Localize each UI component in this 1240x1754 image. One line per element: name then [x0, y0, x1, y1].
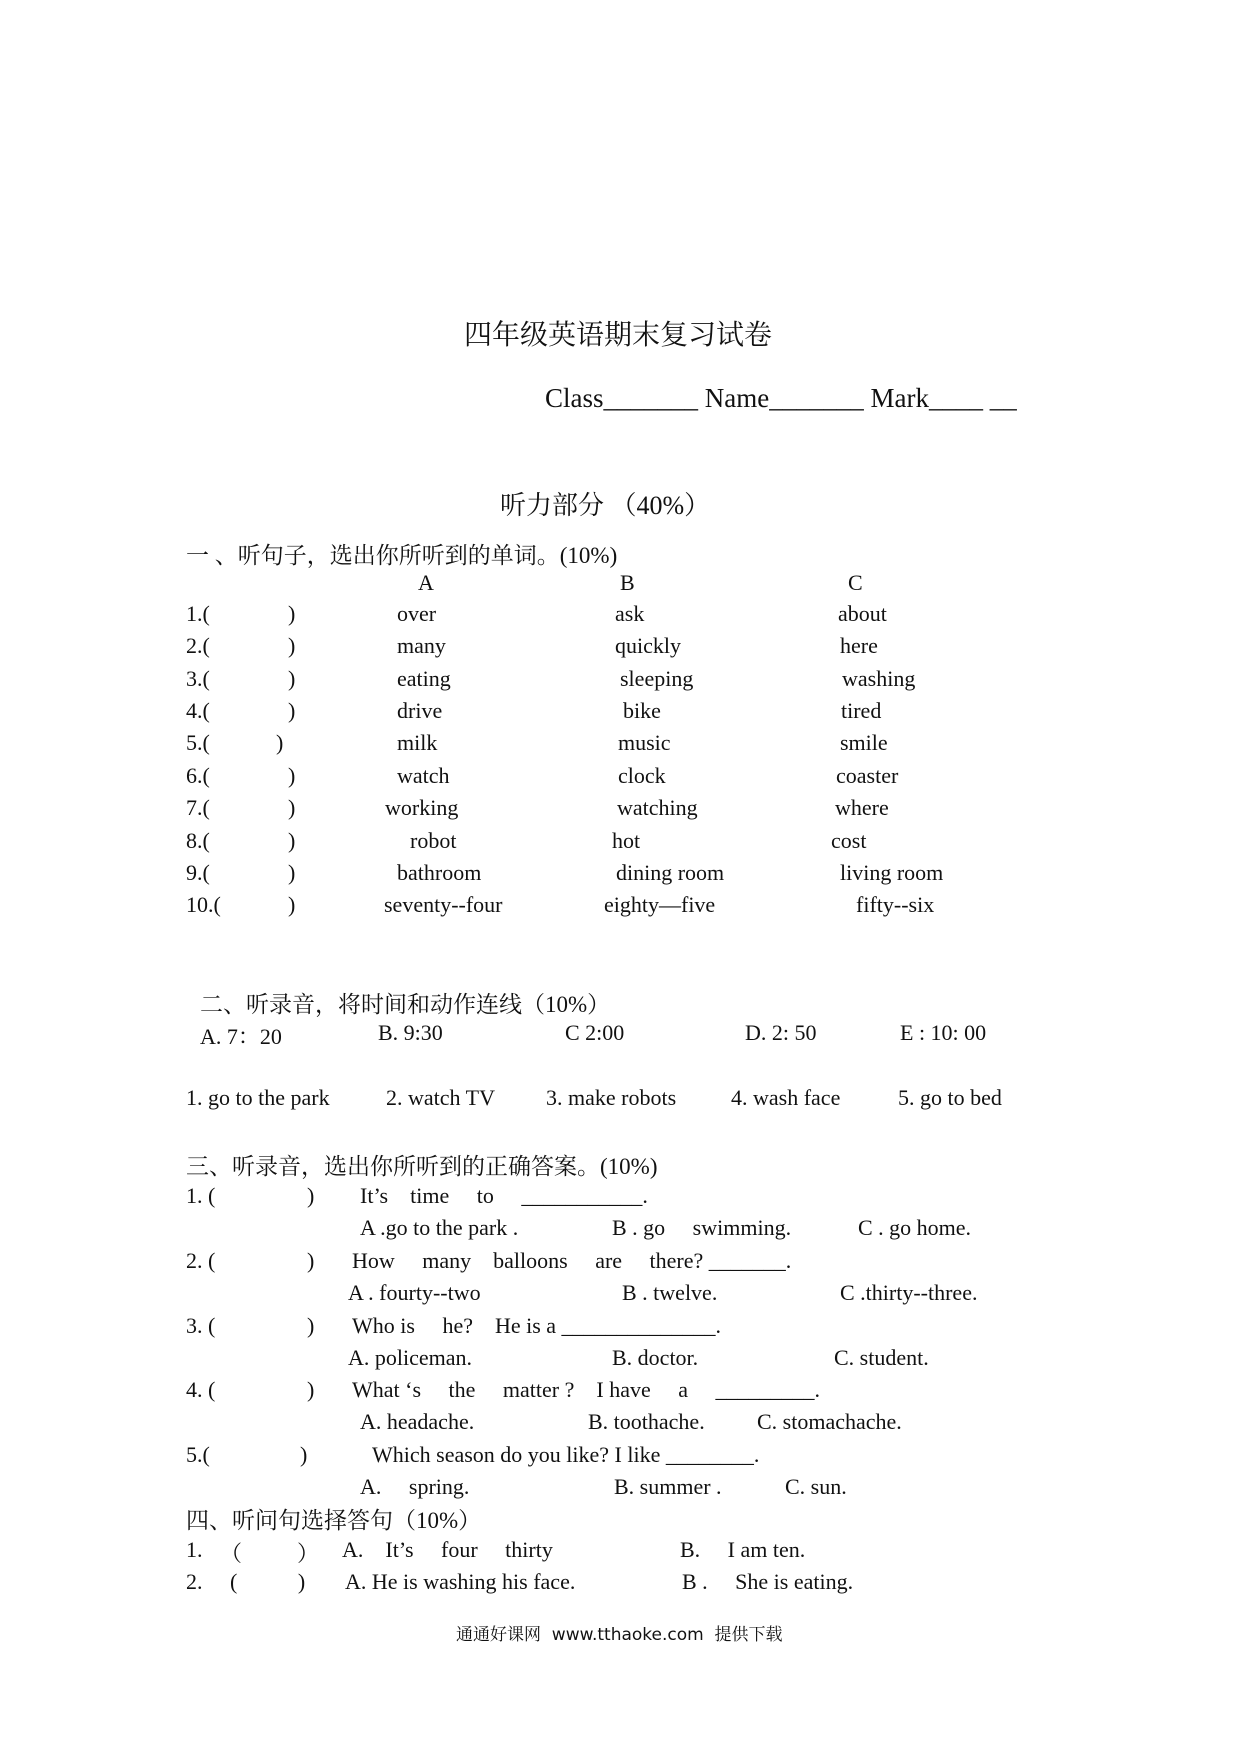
option-a: A. He is washing his face.: [345, 1569, 576, 1594]
option-a: watch: [397, 763, 450, 788]
option-c: fifty--six: [856, 892, 935, 917]
list-item: [0, 795, 1240, 825]
option-c: C. sun.: [785, 1474, 847, 1499]
page-title: 四年级英语期末复习试卷: [464, 320, 773, 351]
option-a: bathroom: [397, 860, 482, 885]
section4-heading: 四、听问句选择答句（10%）: [186, 1508, 482, 1533]
time-option-a: A. 7：20: [200, 1024, 282, 1049]
answer-paren-close: ): [288, 763, 296, 788]
option-a: seventy--four: [384, 892, 503, 917]
question-text: What ‘s the matter ? I have a _________.: [352, 1377, 820, 1402]
option-a: A .go to the park .: [360, 1215, 519, 1240]
option-b: eighty—five: [604, 892, 716, 917]
answer-paren-close: ): [288, 860, 296, 885]
list-item: [0, 1183, 1240, 1247]
answer-paren-close: ): [288, 666, 296, 691]
item-number: 3.(: [186, 666, 210, 691]
option-b: B . twelve.: [622, 1280, 718, 1305]
action-option-1: 1. go to the park: [186, 1085, 330, 1110]
option-a: A. spring.: [360, 1474, 470, 1499]
option-b: bike: [623, 698, 661, 723]
time-option-e: E : 10: 00: [900, 1020, 987, 1045]
item-number: 1.(: [186, 601, 210, 626]
option-c: cost: [831, 828, 867, 853]
answer-paren-close: ): [307, 1313, 315, 1338]
list-item: [0, 1537, 1240, 1567]
item-number: 9.(: [186, 860, 210, 885]
column-header-c: C: [848, 570, 863, 595]
option-a: milk: [397, 730, 438, 755]
section2-heading: 二、听录音，将时间和动作连线（10%）: [200, 992, 611, 1017]
answer-paren-close: ): [307, 1377, 315, 1402]
option-b: B . go swimming.: [612, 1215, 792, 1240]
question-text: How many balloons are there? _______.: [352, 1248, 792, 1273]
answer-paren: （ ）: [220, 1541, 320, 1566]
list-item: [0, 666, 1240, 696]
option-b: B. summer .: [614, 1474, 722, 1499]
option-c: washing: [842, 666, 916, 691]
time-option-c: C 2:00: [565, 1020, 625, 1045]
answer-paren-close: ): [288, 601, 296, 626]
list-item: [0, 1313, 1240, 1377]
list-item: [0, 1569, 1240, 1599]
action-option-4: 4. wash face: [731, 1085, 841, 1110]
answer-paren-close: ): [300, 1442, 308, 1467]
item-number: 5.(: [186, 730, 210, 755]
list-item: [0, 763, 1240, 793]
option-a: over: [397, 601, 437, 626]
action-option-2: 2. watch TV: [386, 1085, 495, 1110]
option-a: drive: [397, 698, 443, 723]
option-b: quickly: [615, 633, 681, 658]
option-a: A. It’s four thirty: [342, 1537, 553, 1562]
answer-paren-close: ): [288, 828, 296, 853]
item-number: 3. (: [186, 1313, 216, 1338]
list-item: [0, 1377, 1240, 1441]
item-number: 5.(: [186, 1442, 210, 1467]
option-c: C. stomachache.: [757, 1409, 902, 1434]
option-b: B. I am ten.: [680, 1537, 806, 1562]
item-number: 1.: [186, 1537, 203, 1562]
item-number: 1. (: [186, 1183, 216, 1208]
item-number: 4. (: [186, 1377, 216, 1402]
option-b: sleeping: [620, 666, 694, 691]
option-c: here: [840, 633, 878, 658]
option-b: hot: [612, 828, 641, 853]
item-number: 4.(: [186, 698, 210, 723]
question-text: Who is he? He is a ______________.: [352, 1313, 722, 1338]
item-number: 2.(: [186, 633, 210, 658]
option-b: B . She is eating.: [682, 1569, 854, 1594]
option-c: C .thirty--three.: [840, 1280, 978, 1305]
list-item: [0, 730, 1240, 760]
option-c: where: [835, 795, 889, 820]
option-a: A. policeman.: [348, 1345, 473, 1370]
list-item: [0, 1442, 1240, 1506]
option-a: robot: [410, 828, 457, 853]
item-number: 8.(: [186, 828, 210, 853]
answer-paren-close: ): [288, 633, 296, 658]
list-item: [0, 1248, 1240, 1312]
action-option-5: 5. go to bed: [898, 1085, 1002, 1110]
answer-paren-close: ): [276, 730, 284, 755]
list-item: [0, 892, 1240, 922]
option-c: coaster: [836, 763, 899, 788]
list-item: [0, 828, 1240, 858]
item-number: 2. (: [186, 1248, 216, 1273]
option-b: watching: [617, 795, 698, 820]
answer-paren-close: ): [288, 795, 296, 820]
column-header-b: B: [620, 570, 635, 595]
item-number: 6.(: [186, 763, 210, 788]
option-b: B. doctor.: [612, 1345, 699, 1370]
option-b: dining room: [616, 860, 725, 885]
answer-paren-close: ): [307, 1248, 315, 1273]
option-a: working: [385, 795, 459, 820]
section1-heading: 一 、听句子，选出你所听到的单词。(10%): [186, 543, 618, 568]
option-b: music: [618, 730, 671, 755]
option-a: A. headache.: [360, 1409, 475, 1434]
option-c: smile: [840, 730, 888, 755]
option-c: living room: [840, 860, 944, 885]
question-text: Which season do you like? I like ________.: [372, 1442, 760, 1467]
option-b: ask: [615, 601, 645, 626]
action-option-3: 3. make robots: [546, 1085, 677, 1110]
answer-paren-close: ): [307, 1183, 315, 1208]
option-b: B. toothache.: [588, 1409, 705, 1434]
part-title: 听力部分 （40%）: [500, 491, 711, 520]
option-c: C. student.: [834, 1345, 929, 1370]
item-number: 10.(: [186, 892, 221, 917]
question-text: It’s time to ___________.: [360, 1183, 648, 1208]
option-c: C . go home.: [858, 1215, 972, 1240]
option-a: eating: [397, 666, 451, 691]
option-c: tired: [841, 698, 882, 723]
option-b: clock: [618, 763, 666, 788]
item-number: 2.: [186, 1569, 203, 1594]
list-item: [0, 601, 1240, 631]
time-option-b: B. 9:30: [378, 1020, 443, 1045]
list-item: [0, 860, 1240, 890]
column-header-a: A: [418, 570, 434, 595]
time-option-d: D. 2: 50: [745, 1020, 817, 1045]
item-number: 7.(: [186, 795, 210, 820]
answer-paren-close: ): [288, 698, 296, 723]
answer-paren-close: ): [288, 892, 296, 917]
option-a: A . fourty--two: [348, 1280, 481, 1305]
student-info: Class_______ Name_______ Mark____ __: [545, 383, 1017, 413]
list-item: [0, 633, 1240, 663]
section3-heading: 三、听录音，选出你所听到的正确答案。(10%): [186, 1154, 658, 1179]
list-item: [0, 698, 1240, 728]
option-c: about: [838, 601, 887, 626]
footer-text: 通通好课网 www.tthaoke.com 提供下载: [456, 1625, 783, 1645]
answer-paren: ( ): [230, 1569, 306, 1594]
option-a: many: [397, 633, 446, 658]
